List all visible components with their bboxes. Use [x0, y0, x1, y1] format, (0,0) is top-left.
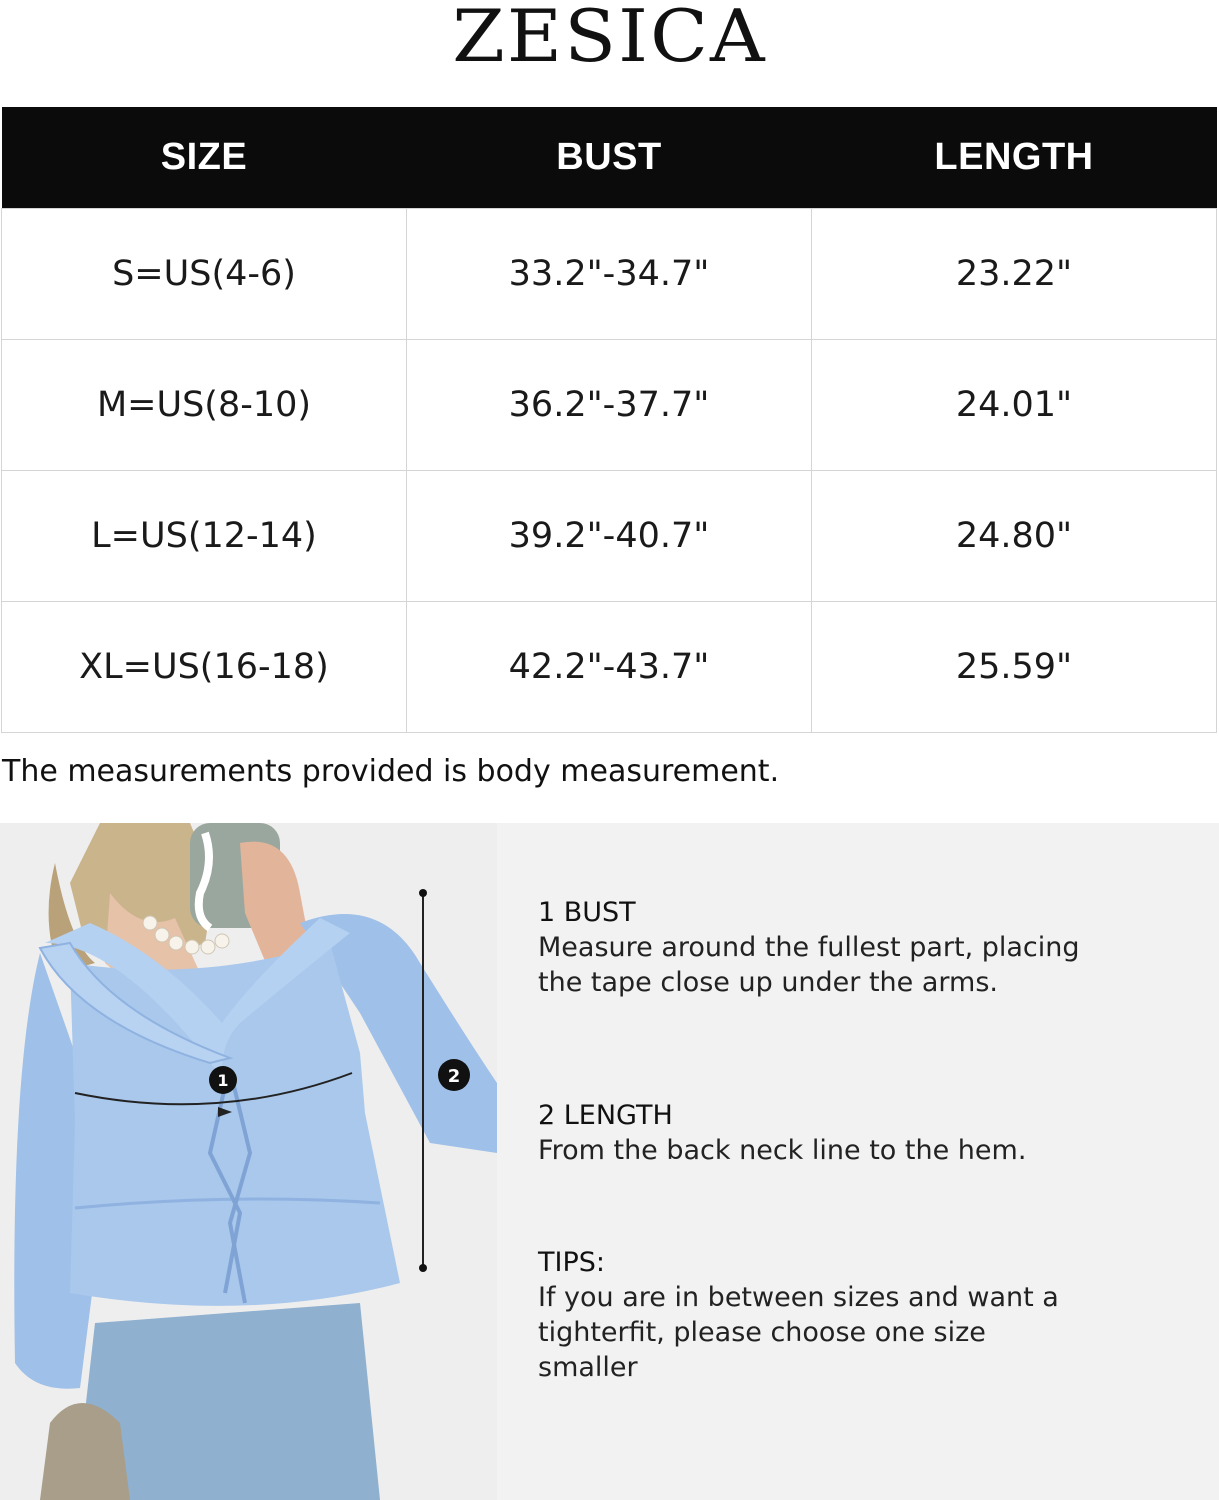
length-title: 2 LENGTH [538, 1100, 673, 1131]
cell-length: 25.59" [812, 602, 1217, 733]
header-bust: BUST [407, 107, 812, 209]
cell-size: L=US(12-14) [2, 471, 407, 602]
header-size: SIZE [2, 107, 407, 209]
measurement-note: The measurements provided is body measurement. [2, 754, 780, 789]
table-row [2, 209, 1217, 340]
cell-length: 23.22" [812, 209, 1217, 340]
cell-size: M=US(8-10) [2, 340, 407, 471]
tips-title: TIPS: [538, 1247, 605, 1278]
cell-size: XL=US(16-18) [2, 602, 407, 733]
tips-guide [538, 1245, 1178, 1385]
size-chart-table [1, 107, 1217, 733]
length-text: From the back neck line to the hem. [538, 1135, 1027, 1166]
tips-text-line2: tighterfit, please choose one size [538, 1317, 986, 1348]
cell-bust: 39.2"-40.7" [407, 471, 812, 602]
tips-text-line1: If you are in between sizes and want a [538, 1282, 1059, 1313]
length-guide [538, 1098, 1178, 1168]
table-row [2, 602, 1217, 733]
cell-bust: 36.2"-37.7" [407, 340, 812, 471]
cell-bust: 33.2"-34.7" [407, 209, 812, 340]
bust-title: 1 BUST [538, 897, 636, 928]
table-row [2, 340, 1217, 471]
cell-size: S=US(4-6) [2, 209, 407, 340]
model-photo [0, 823, 497, 1500]
blouse-illustration [0, 823, 497, 1500]
header-length: LENGTH [812, 107, 1217, 209]
bust-text-line1: Measure around the fullest part, placing [538, 932, 1080, 963]
measurement-guide [497, 823, 1219, 1500]
marker-2: 2 [447, 1066, 461, 1087]
table-header-row [2, 107, 1217, 209]
cell-length: 24.80" [812, 471, 1217, 602]
cell-length: 24.01" [812, 340, 1217, 471]
brand-logo: ZESICA [452, 0, 767, 78]
marker-1: 1 [217, 1071, 229, 1090]
tips-text-line3: smaller [538, 1352, 638, 1383]
table-row [2, 471, 1217, 602]
bust-text-line2: the tape close up under the arms. [538, 967, 998, 998]
bust-guide [538, 895, 1178, 1000]
cell-bust: 42.2"-43.7" [407, 602, 812, 733]
